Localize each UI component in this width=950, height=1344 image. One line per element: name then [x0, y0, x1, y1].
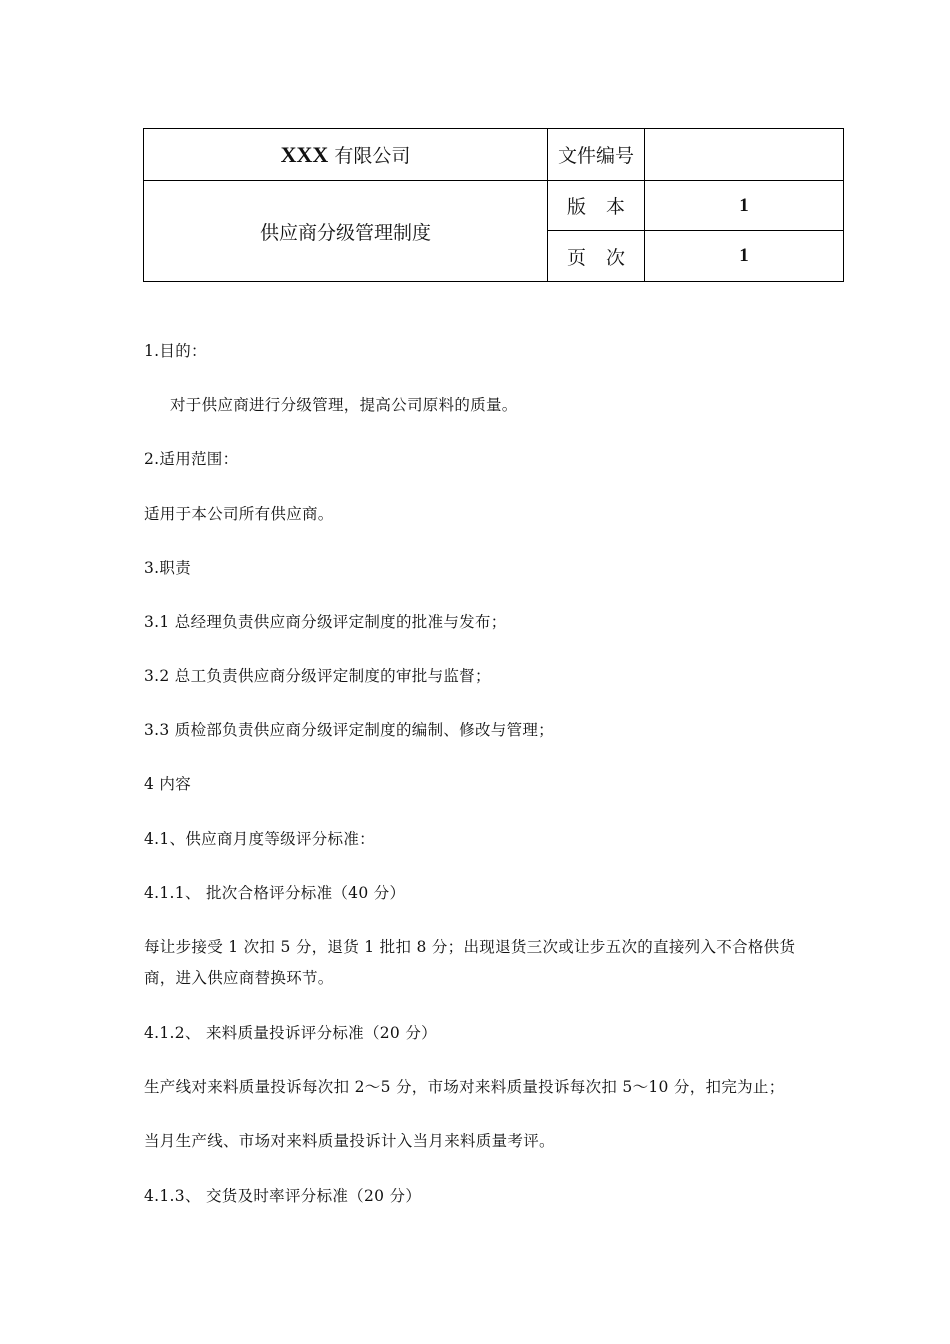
document-header-table [143, 128, 844, 282]
company-name-suffix: 有限公司 [334, 145, 411, 167]
section-4-1: 4.1、供应商月度等级评分标准： [144, 830, 375, 848]
section-1-heading: 1.目的： [144, 342, 207, 360]
section-4-1-2-text-1: 生产线对来料质量投诉每次扣 2～5 分，市场对来料质量投诉每次扣 5～10 分，扣完为止； [144, 1078, 785, 1096]
document-title: 供应商分级管理制度 [144, 181, 548, 282]
section-3-heading: 3.职责 [144, 559, 191, 577]
section-3-3: 3.3 质检部负责供应商分级评定制度的编制、修改与管理； [144, 721, 554, 739]
section-4-1-1-text-line2: 商，进入供应商替换环节。 [144, 969, 334, 987]
file-number-value [645, 129, 844, 181]
section-3-1: 3.1 总经理负责供应商分级评定制度的批准与发布； [144, 613, 507, 631]
section-2-heading: 2.适用范围： [144, 450, 239, 468]
company-name-cell [144, 129, 548, 181]
section-4-1-2-text-2: 当月生产线、市场对来料质量投诉计入当月来料质量考评。 [144, 1132, 555, 1150]
section-4-1-3-heading: 4.1.3、 交货及时率评分标准（20 分） [144, 1187, 422, 1205]
version-value: 1 [645, 181, 844, 231]
page-label: 页次 [566, 246, 645, 269]
company-name-prefix: XXX [280, 142, 329, 167]
section-3-2: 3.2 总工负责供应商分级评定制度的审批与监督； [144, 667, 491, 685]
section-4-1-2-heading: 4.1.2、 来料质量投诉评分标准（20 分） [144, 1024, 437, 1042]
section-4-1-1-heading: 4.1.1、 批次合格评分标准（40 分） [144, 884, 406, 902]
version-label: 版本 [566, 196, 645, 218]
section-4-1-1-text-line1: 每让步接受 1 次扣 5 分，退货 1 批扣 8 分；出现退货三次或让步五次的直接列入不合格供货 [144, 938, 796, 956]
version-label-cell [548, 181, 645, 231]
file-number-label: 文件编号 [548, 129, 645, 181]
page-value: 1 [645, 231, 844, 282]
page-label-cell [548, 231, 645, 282]
section-2-text: 适用于本公司所有供应商。 [144, 505, 334, 523]
section-1-text: 对于供应商进行分级管理，提高公司原料的质量。 [170, 396, 518, 414]
section-4-heading: 4 内容 [144, 775, 191, 793]
